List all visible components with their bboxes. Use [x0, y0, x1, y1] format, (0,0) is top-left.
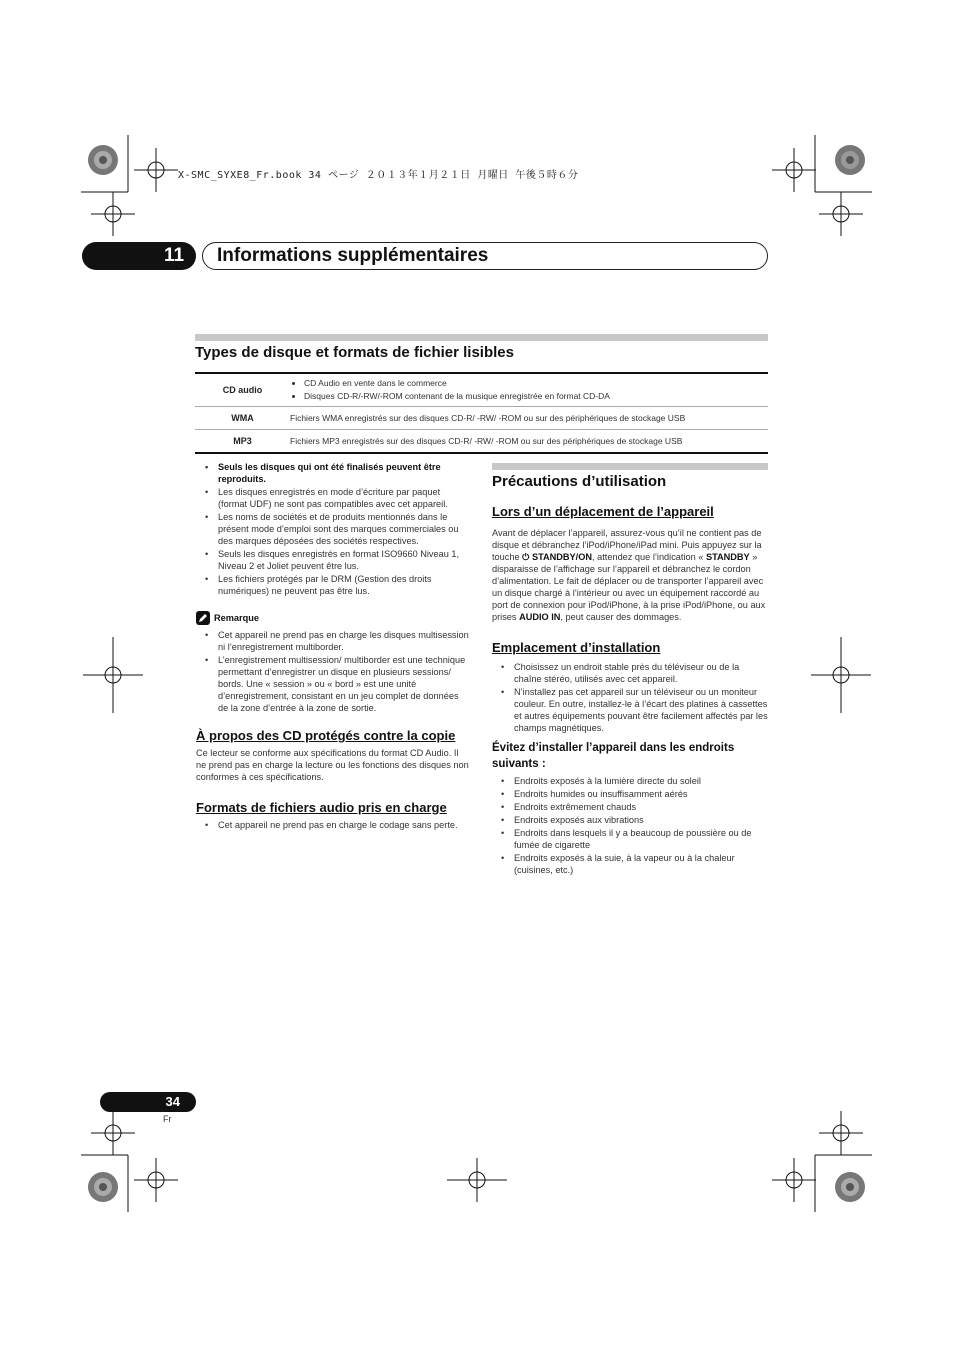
table-cell-type: CD audio — [222, 385, 263, 395]
key-standby-on: ⏻ STANDBY/ON — [522, 552, 593, 562]
heading-installation: Emplacement d’installation — [492, 640, 661, 655]
table-row — [195, 430, 768, 452]
list-item: • Endroits dans lesquels il y a beaucoup de poussière ou de fumée de cigarette — [514, 827, 768, 851]
list-item: • Endroits exposés à la suie, à la vapeur ou à la chaleur (cuisines, etc.) — [514, 852, 768, 876]
section-title-precautions: Précautions d’utilisation — [492, 473, 667, 490]
section-divider — [492, 463, 768, 470]
text-run: , attendez que l’indication « — [592, 552, 706, 562]
note-pencil-icon — [196, 611, 210, 625]
note-heading — [196, 611, 470, 625]
table-row — [195, 407, 768, 430]
table-cell-desc — [290, 374, 768, 406]
note-label: Remarque — [214, 613, 259, 623]
list-item: • Cet appareil ne prend pas en charge les disques multisession ni l’enregistrement multiborder. — [218, 629, 470, 653]
list-item: • Endroits exposés à la lumière directe du soleil — [514, 775, 768, 787]
section-title-disc-types: Types de disque et formats de fichier lisibles — [195, 344, 514, 361]
heading-moving: Lors d’un déplacement de l’appareil — [492, 504, 714, 519]
avoid-list — [492, 775, 768, 876]
list-item: • CD Audio en vente dans le commerce — [304, 377, 768, 390]
left-column — [196, 461, 470, 832]
table-row — [195, 374, 768, 407]
heading-audio-formats: Formats de fichiers audio pris en charge — [196, 800, 447, 815]
page-language: Fr — [163, 1114, 172, 1124]
right-column — [492, 473, 768, 877]
key-standby: STANDBY — [705, 552, 750, 562]
text-run: » disparaisse de l’affichage sur l’appareil et débranchez le cordon d’alimentation. Le fait de déplacer ou de transporter l’appareil avec un disque chargé à l’intérieur ou avec un équipement raccordé au port de connexion pour iPod/iPhone, à la prise iPod/iPhone, ou aux prises — [492, 552, 766, 622]
list-item: • Seuls les disques enregistrés en format ISO9660 Niveau 1, Niveau 2 et Joliet peuvent être lus. — [218, 548, 470, 572]
list-item: • Endroits extrêmement chauds — [514, 801, 768, 813]
chapter-number: 11 — [82, 242, 196, 270]
list-item: • Seuls les disques qui ont été finalisés peuvent être reproduits. — [218, 461, 470, 485]
text-run: , peut causer des dommages. — [560, 612, 682, 622]
installation-list — [492, 661, 768, 734]
list-item: • Cet appareil ne prend pas en charge le codage sans perte. — [218, 819, 470, 831]
heading-avoid: Évitez d’installer l’appareil dans les endroits suivants : — [492, 742, 735, 770]
list-item: • N’installez pas cet appareil sur un téléviseur ou un moniteur couleur. En outre, installez-le à l’écart des platines à cassettes et autres équipements pouvant être facilement affectés par les champs magnétiques. — [514, 686, 768, 734]
list-item: • Les disques enregistrés en mode d’écriture par paquet (format UDF) ne sont pas compatibles avec cet appareil. — [218, 486, 470, 510]
page-number: 34 — [100, 1092, 196, 1112]
key-audio-in: AUDIO IN — [519, 612, 561, 622]
disc-format-table — [195, 372, 768, 454]
text-run: Avant de déplacer l’appareil, assurez-vous qu’il ne contient pas de disque et débranchez l’iPod/iPhone/iPad mini. Puis appuyez sur la touche — [492, 528, 762, 562]
audio-formats-list — [196, 819, 470, 831]
moving-text — [492, 527, 768, 623]
list-item: • L’enregistrement multisession/ multiborder est une technique permettant d’enregistrer un disque en plusieurs sessions/ bords. Une « session » ou « bord » est une unité d’enregistrement, consistant en un jeu complet de données de la zone d’entrée à la zone de sortie. — [218, 654, 470, 714]
chapter-title: Informations supplémentaires — [202, 242, 768, 270]
note-list — [196, 629, 470, 714]
section-divider — [195, 334, 768, 341]
list-item: • Endroits exposés aux vibrations — [514, 814, 768, 826]
list-item: • Choisissez un endroit stable près du téléviseur ou de la chaîne stéréo, utilisés avec cet appareil. — [514, 661, 768, 685]
table-cell-desc: Fichiers WMA enregistrés sur des disques CD-R/ -RW/ -ROM ou sur des périphériques de stockage USB — [290, 413, 686, 423]
table-cell-type: MP3 — [233, 436, 252, 446]
table-cell-type: WMA — [231, 413, 254, 423]
list-item: • Les noms de sociétés et de produits mentionnés dans le présent mode d’emploi sont des marques commerciales ou des marques déposées des sociétés respectives. — [218, 511, 470, 547]
list-item: • Disques CD-R/-RW/-ROM contenant de la musique enregistrée en format CD-DA — [304, 390, 768, 403]
list-item: • Les fichiers protégés par le DRM (Gestion des droits numériques) ne peuvent pas être lus. — [218, 573, 470, 597]
copy-protected-text: Ce lecteur se conforme aux spécifications du format CD Audio. Il ne prend pas en charge la lecture ou les fonctions des disques non conformes à ces spécifications. — [196, 748, 469, 782]
print-header: X-SMC_SYXE8_Fr.book 34 ページ ２０１３年１月２１日 月曜日 午後５時６分 — [178, 170, 579, 181]
disc-notes-list — [196, 461, 470, 597]
heading-copy-protected: À propos des CD protégés contre la copie — [196, 728, 456, 743]
table-cell-desc: Fichiers MP3 enregistrés sur des disques CD-R/ -RW/ -ROM ou sur des périphériques de stockage USB — [290, 436, 683, 446]
list-item: • Endroits humides ou insuffisamment aérés — [514, 788, 768, 800]
